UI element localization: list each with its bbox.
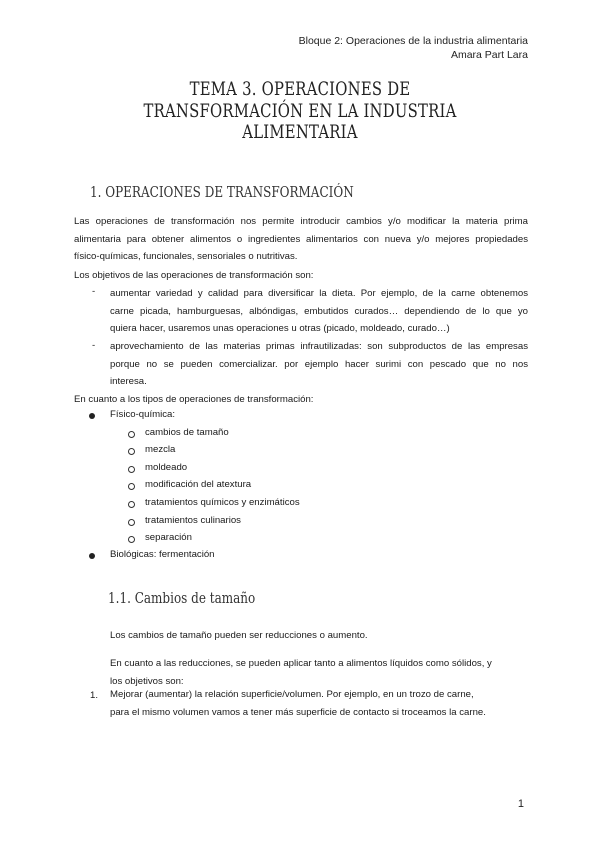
page-header: [299, 34, 528, 62]
text-line: Mejorar (aumentar) la relación superficie/volumen. Por ejemplo, en un trozo de carne,: [110, 689, 474, 700]
subtype-item: separación: [145, 532, 192, 543]
text-line: físico-químicas, funcionales, sensoriales o nutritivas.: [74, 251, 298, 263]
subtype-item: modificación del atextura: [145, 479, 252, 490]
subsection-heading: 1.1. Cambios de tamaño: [108, 589, 256, 607]
circle-bullet-icon: [128, 501, 135, 508]
objective-item: [110, 285, 528, 338]
document-title-line2: ALIMENTARIA: [242, 121, 358, 143]
subtype-item: tratamientos culinarios: [145, 515, 241, 526]
text-line: quiera hacer, usaremos unas operaciones u otras (picado, moldeado, curado…): [110, 323, 450, 335]
bullet-icon: [89, 413, 95, 419]
header-author: Amara Part Lara: [450, 49, 528, 61]
subtype-item: cambios de tamaño: [145, 427, 229, 438]
subtype-item: moldeado: [145, 462, 188, 473]
list-number: 1.: [90, 690, 99, 701]
text-line: interesa.: [110, 376, 147, 388]
text-line: alimentaria para obtener alimentos o ingredientes alimentarios con nueva y/o mejores propiedades: [74, 233, 528, 245]
text-line: aprovechamiento de las materias primas infrautilizadas: son subproductos de las empresas: [110, 341, 528, 352]
text-line: porque no se pueden comercializar. por ejemplo hacer surimi con pescado que no nos: [110, 358, 528, 370]
text-line: carne picada, hamburguesas, albóndigas, embutidos curados… dependiendo de lo que yo: [110, 305, 528, 317]
circle-bullet-icon: [128, 483, 135, 490]
header-course: Bloque 2: Operaciones de la industria alimentaria: [298, 35, 528, 47]
section-heading: 1. OPERACIONES DE TRANSFORMACIÓN: [90, 183, 354, 201]
document-title-line1: TEMA 3. OPERACIONES DE TRANSFORMACIÓN EN LA INDUSTRIA: [143, 78, 457, 122]
paragraph: Los cambios de tamaño pueden ser reducciones o aumento.: [110, 630, 368, 641]
objectives-intro: Los objetivos de las operaciones de transformación son:: [74, 270, 314, 281]
dash-marker: -: [92, 340, 96, 351]
circle-bullet-icon: [128, 519, 135, 526]
dash-marker: -: [92, 286, 96, 297]
type-item-label: Biológicas: fermentación: [110, 549, 215, 560]
subtype-item: tratamientos químicos y enzimáticos: [145, 497, 300, 508]
text-line: para el mismo volumen vamos a tener más superficie de contacto si troceamos la carne.: [110, 706, 486, 718]
type-item-label: Físico-química:: [110, 409, 176, 420]
paragraph: [110, 655, 528, 690]
circle-bullet-icon: [128, 431, 135, 438]
circle-bullet-icon: [128, 466, 135, 473]
circle-bullet-icon: [128, 448, 135, 455]
text-line: los objetivos son:: [110, 675, 184, 687]
types-intro: En cuanto a los tipos de operaciones de transformación:: [74, 394, 314, 405]
numbered-item: [110, 686, 528, 721]
intro-paragraph: [74, 213, 528, 266]
bullet-icon: [89, 553, 95, 559]
objective-item: [110, 338, 528, 391]
text-line: Las operaciones de transformación nos permite introducir cambios y/o modificar la materia prima: [74, 216, 528, 227]
text-line: aumentar variedad y calidad para diversificar la dieta. Por ejemplo, de la carne obtenemos: [110, 288, 528, 299]
page-number: 1: [517, 798, 524, 810]
subtype-item: mezcla: [145, 444, 176, 455]
circle-bullet-icon: [128, 536, 135, 543]
text-line: En cuanto a las reducciones, se pueden aplicar tanto a alimentos líquidos como sólidos, y: [110, 658, 492, 669]
